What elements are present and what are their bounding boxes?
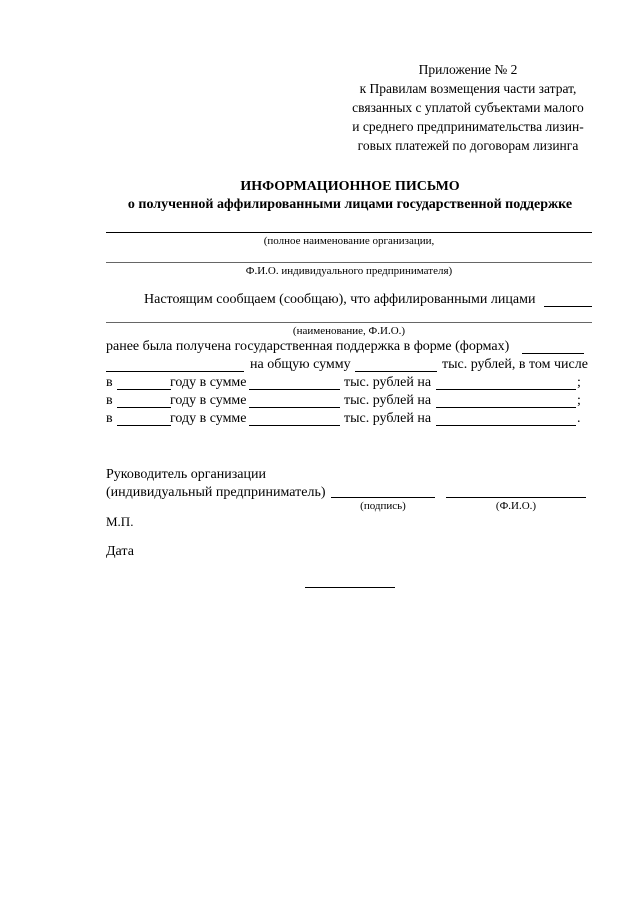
sum-row-year-text: году в сумме (170, 375, 247, 390)
year-blank[interactable] (117, 425, 171, 426)
org-name-line[interactable] (106, 232, 592, 233)
signature-caption: (подпись) (360, 500, 406, 512)
entrepreneur-fio-caption: Ф.И.О. индивидуального предпринимателя) (245, 265, 453, 277)
purpose-blank[interactable] (436, 425, 576, 426)
amount-blank[interactable] (249, 425, 340, 426)
appendix-line: Приложение № 2 (418, 62, 518, 77)
appendix-line: говых платежей по договорам лизинга (357, 138, 579, 153)
bottom-separator (305, 587, 395, 588)
year-blank[interactable] (117, 389, 171, 390)
thousand-including-text: тыс. рублей, в том числе (442, 357, 588, 372)
appendix-line: к Правилам возмещения части затрат, (359, 81, 577, 96)
entrepreneur-fio-line[interactable] (106, 262, 592, 263)
support-form-blank[interactable] (522, 353, 584, 354)
purpose-blank[interactable] (436, 407, 576, 408)
amount-blank[interactable] (249, 389, 340, 390)
sum-row-end: ; (577, 393, 581, 408)
total-sum-blank[interactable] (355, 371, 437, 372)
signature-fio-caption: (Ф.И.О.) (495, 500, 537, 512)
amount-blank[interactable] (249, 407, 340, 408)
signature-line[interactable] (331, 497, 435, 498)
title-main: ИНФОРМАЦИОННОЕ ПИСЬМО (240, 179, 460, 194)
support-form-blank-2[interactable] (106, 371, 244, 372)
date-label: Дата (106, 544, 134, 559)
sum-row-prefix: в (106, 393, 113, 408)
received-text: ранее была получена государственная поддержка в форме (формах) (106, 339, 510, 354)
affiliate-blank-line[interactable] (544, 306, 592, 307)
signature-fio-line[interactable] (446, 497, 586, 498)
sum-row-year-text: году в сумме (170, 393, 247, 408)
sum-row-thousand-text: тыс. рублей на (344, 393, 432, 408)
head-title-line1: Руководитель организации (106, 467, 266, 482)
sum-row-prefix: в (106, 411, 113, 426)
appendix-line: и среднего предпринимательства лизин- (352, 119, 584, 134)
sum-row-prefix: в (106, 375, 113, 390)
org-name-caption: (полное наименование организации, (263, 235, 435, 247)
stamp-label: М.П. (106, 514, 134, 529)
affiliate-name-line[interactable] (106, 322, 592, 323)
appendix-header (330, 60, 606, 155)
notify-text: Настоящим сообщаем (сообщаю), что аффилированными лицами (144, 292, 536, 307)
affiliate-name-caption: (наименование, Ф.И.О.) (292, 325, 406, 337)
title-sub: о полученной аффилированными лицами государственной поддержке (127, 197, 573, 212)
document-title (0, 178, 640, 214)
sum-row-year-text: году в сумме (170, 411, 247, 426)
total-sum-text: на общую сумму (250, 357, 351, 372)
purpose-blank[interactable] (436, 389, 576, 390)
sum-row-thousand-text: тыс. рублей на (344, 411, 432, 426)
year-blank[interactable] (117, 407, 171, 408)
appendix-line: связанных с уплатой субъектами малого (352, 100, 584, 115)
sum-row-end: . (577, 411, 581, 426)
sum-row-thousand-text: тыс. рублей на (344, 375, 432, 390)
head-title-line2: (индивидуальный предприниматель) (106, 485, 326, 500)
sum-row-end: ; (577, 375, 581, 390)
